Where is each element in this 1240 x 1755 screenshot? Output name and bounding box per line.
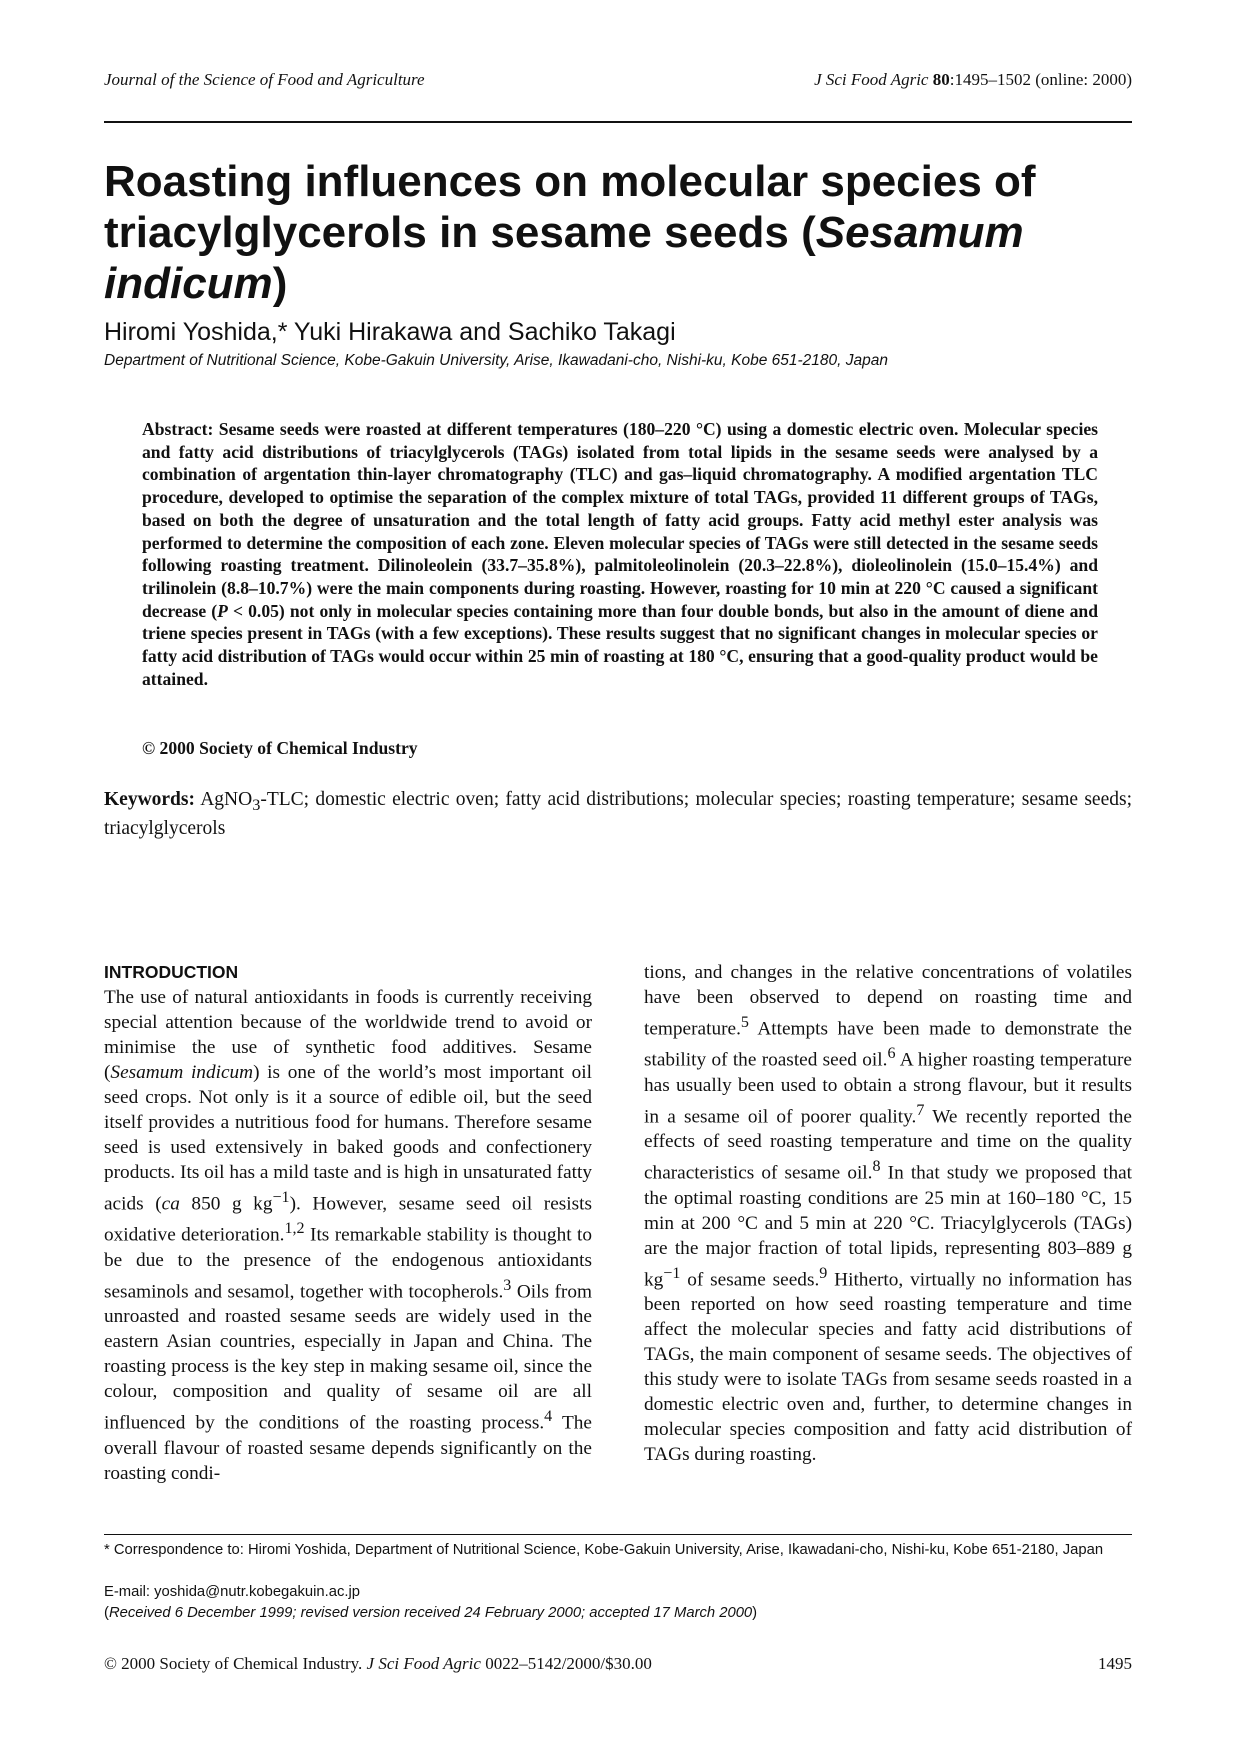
- citation-ref: 4: [544, 1408, 553, 1426]
- intro-text: Hitherto, virtually no information has been reported on how seed roasting temperature and time affect the molecular species and fatty acid distributions of TAGs, the main component of sesame seeds. The objectives of this study were to isolate TAGs from sesame seeds roasted in a domestic electric oven and, further, to determine changes in molecular species composition and fatty acid distribution of TAGs during roasting.: [644, 1269, 1132, 1466]
- author-list: Hiromi Yoshida,* Yuki Hirakawa and Sachiko Takagi: [104, 318, 676, 346]
- intro-text: The use of natural antioxidants in foods is currently receiving special attention because of the worldwide trend to avoid or minimise the use of synthetic food additives. Sesame (: [104, 987, 592, 1083]
- intro-text: ). However, sesame seed oil resists oxidative deterioration.: [104, 1193, 592, 1246]
- citation-ref: 1,2: [284, 1220, 305, 1238]
- citation: [814, 70, 1132, 90]
- intro-text: tions, and changes in the relative concentrations of volatiles have been observed to depend on roasting time and temperature.: [644, 962, 1132, 1040]
- page-number: 1495: [1098, 1654, 1132, 1673]
- keywords-sub: 3: [252, 795, 261, 814]
- citation-ref: 7: [916, 1101, 925, 1119]
- intro-column-1: [104, 985, 592, 1486]
- intro-text: of sesame seeds.: [680, 1269, 820, 1291]
- intro-italic: ca: [161, 1193, 180, 1215]
- citation-ref: 5: [740, 1014, 749, 1031]
- section-heading-introduction: INTRODUCTION: [104, 962, 239, 982]
- intro-text: The overall flavour of roasted sesame depends significantly on the roasting condi-: [104, 1412, 592, 1484]
- footer-issn: 0022–5142/2000/$30.00: [480, 1654, 652, 1673]
- intro-text: We recently reported the effects of seed roasting temperature and time on the quality characteristics of sesame oil.: [644, 1106, 1132, 1184]
- citation-ref: 9: [819, 1264, 828, 1282]
- keywords-text-2: -TLC; domestic electric oven; fatty acid distributions; molecular species; roasting temperature; sesame seeds; triacylglycerols: [104, 789, 1132, 839]
- footer-journal: J Sci Food Agric: [366, 1654, 481, 1673]
- intro-italic: Sesamum indicum: [110, 1062, 254, 1083]
- header-rule: [104, 121, 1132, 123]
- footer-citation: [104, 1654, 652, 1674]
- intro-text: In that study we proposed that the optimal roasting conditions are 25 min at 160–180 °C, 15 min at 200 °C and 5 min at 220 °C. Triacylglycerols (TAGs) are the major fraction of total lipids, representing 803–889 g kg: [644, 1162, 1133, 1291]
- keywords-text-1: AgNO: [195, 789, 253, 810]
- intro-text: Oils from unroasted and roasted sesame seeds are widely used in the eastern Asian countries, especially in Japan and China. The roasting process is the key step in making sesame oil, since the colour, composition and quality of sesame oil are all influenced by the conditions of the roasting process.: [104, 1281, 592, 1434]
- title-end: ): [272, 259, 288, 308]
- paper-page: [104, 0, 1132, 1755]
- footnote-rule: [104, 1534, 1132, 1535]
- received-dates: Received 6 December 1999; revised version received 24 February 2000; accepted 17 March 2000: [108, 1605, 753, 1621]
- title-text: Roasting influences on molecular species of triacylglycerols in sesame seeds (: [104, 157, 1036, 257]
- correspondence-note: * Correspondence to: Hiromi Yoshida, Department of Nutritional Science, Kobe-Gakuin University, Arise, Ikawadani-cho, Nishi-ku, Kobe 651-2180, Japan: [104, 1542, 1104, 1558]
- intro-text: Attempts have been made to demonstrate the stability of the roasted seed oil.: [644, 1018, 1132, 1071]
- abstract-text-1: Abstract: Sesame seeds were roasted at different temperatures (180–220 °C) using a domestic electric oven. Molecular species and fatty acid distributions of triacylglycerols (TAGs) isolated from total lipids in the sesame seeds were analysed by a combination of argentation thin-layer chromatography (TLC) and gas–liquid chromatography. A modified argentation TLC procedure, developed to optimise the separation of the complex mixture of total TAGs, provided 11 different groups of TAGs, based on both the degree of unsaturation and the total length of fatty acid groups. Fatty acid methyl ester analysis was performed to determine the composition of each zone. Eleven molecular species of TAGs were still detected in the sesame seeds following roasting treatment. Dilinoleolein (33.7–35.8%), palmitoleolinolein (20.3–22.8%), dioleolinolein (15.0–15.4%) and trilinolein (8.8–10.7%) were the main components during roasting. However, roasting for 10 min at 220 °C caused a significant decrease (: [142, 419, 1098, 621]
- intro-text: 850 g kg: [179, 1193, 273, 1215]
- citation-volume: 80: [932, 70, 950, 89]
- abstract-text-2: < 0.05) not only in molecular species containing more than four double bonds, but also in the amount of diene and triene species present in TAGs (with a few exceptions). These results suggest that no significant changes in molecular species or fatty acid distribution of TAGs would occur within 25 min of roasting at 180 °C, ensuring that a good-quality product would be attained.: [142, 600, 1098, 689]
- abstract-p-symbol: P: [217, 600, 228, 621]
- abstract: [142, 418, 1098, 690]
- intro-text: ) is one of the world’s most important oil seed crops. Not only is it a source of edible oil, but the seed itself provides a nutritious food for humans. Therefore sesame seed is used extensively in baked goods and confectionery products. Its oil has a mild taste and is high in unsaturated fatty acids (: [104, 1062, 592, 1215]
- title-species: Sesamum indicum: [104, 208, 1024, 308]
- citation-pages: :1495–1502 (online: 2000): [949, 70, 1132, 89]
- intro-text: Its remarkable stability is thought to be due to the presence of the endogenous antioxidants sesaminols and sesamol, together with tocopherols.: [104, 1224, 592, 1303]
- intro-column-2: [644, 960, 1132, 1467]
- article-title: [104, 156, 1124, 309]
- journal-name: Journal of the Science of Food and Agriculture: [104, 70, 425, 89]
- citation-journal: J Sci Food Agric: [814, 70, 929, 89]
- citation-ref: 3: [503, 1276, 512, 1294]
- keywords: [104, 788, 1132, 841]
- affiliation: Department of Nutritional Science, Kobe-Gakuin University, Arise, Ikawadani-cho, Nishi-ku, Kobe 651-2180, Japan: [104, 352, 889, 369]
- keywords-label: Keywords:: [104, 789, 195, 810]
- intro-sup: −1: [272, 1189, 290, 1206]
- citation-ref: 6: [887, 1045, 896, 1063]
- citation-ref: 8: [872, 1158, 881, 1176]
- intro-sup: −1: [663, 1264, 681, 1282]
- footer-copyright: © 2000 Society of Chemical Industry.: [104, 1654, 367, 1673]
- received-note: (Received 6 December 1999; revised version received 24 February 2000; accepted 17 March 2000): [104, 1605, 758, 1621]
- intro-text: A higher roasting temperature has usually been used to obtain a strong flavour, but it results in a sesame oil of poorer quality.: [644, 1049, 1132, 1128]
- email-note[interactable]: E-mail: yoshida@nutr.kobegakuin.ac.jp: [104, 1584, 361, 1600]
- abstract-copyright: © 2000 Society of Chemical Industry: [142, 738, 418, 758]
